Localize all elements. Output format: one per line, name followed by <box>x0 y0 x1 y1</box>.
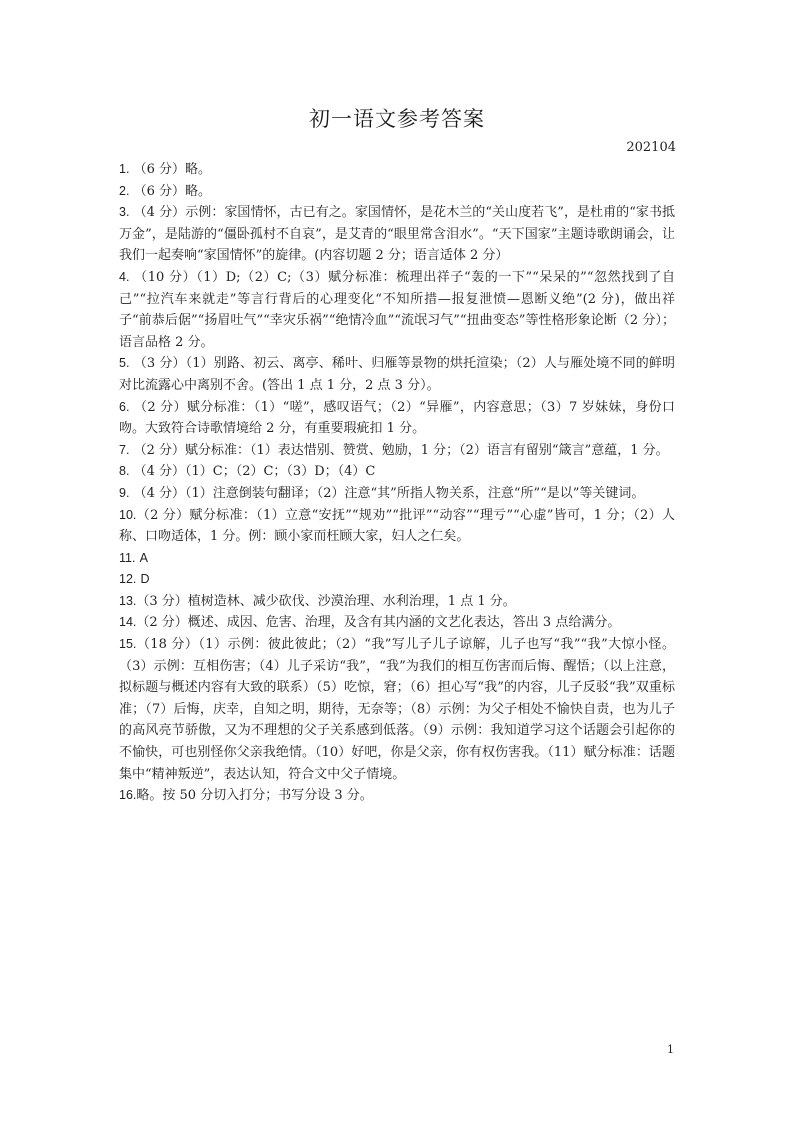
answer-number: 13. <box>119 593 137 608</box>
answer-number: 9. <box>119 485 130 500</box>
answer-text: （2 分）赋分标准：（1）“嗟”，感叹语气；（2）“异雁”，内容意思；（3）7 岁妹妹，身份口吻。大致符合诗歌情境给 2 分，有重要瑕疵扣 1 分。 <box>119 399 675 437</box>
answer-number: 15. <box>119 637 137 652</box>
answer-number: 1. <box>119 162 130 176</box>
answer-item-9 <box>119 483 675 505</box>
answer-text: （2 分）赋分标准：（1）表达惜别、赞赏、勉励，1 分；（2）语言有留别“箴言”意蕴，1 分。 <box>133 442 669 458</box>
answer-item-7 <box>119 440 675 462</box>
answer-text: D <box>140 572 150 587</box>
document-title: 初一语文参考答案 <box>309 107 485 131</box>
answer-text: （4 分）（1）C；（2）C；（3）D；（4）C <box>133 464 376 480</box>
answer-item-12 <box>119 569 675 591</box>
answer-item-13 <box>119 591 675 613</box>
answer-number: 8. <box>119 464 130 479</box>
answer-text: （3 分）植树造林、减少砍伐、沙漠治理、水利治理，1 点 1 分。 <box>136 593 516 609</box>
answer-item-14 <box>119 612 675 634</box>
answer-text: （4 分）示例：家国情怀，古已有之。家国情怀，是花木兰的“关山度若飞”，是杜甫的“家书抵万金”，是陆游的“僵卧孤村不自哀”，是艾青的“眼里常含泪水”。“天下国家”主题诗歌朗诵会，让我们一起奏响“家国情怀”的旋律。(内容切题 2 分；语言适体 2 分） <box>119 205 675 264</box>
answer-item-5 <box>119 353 675 396</box>
answer-item-6 <box>119 397 675 440</box>
answer-text: 略。按 50 分切入打分；书写分设 3 分。 <box>136 788 373 804</box>
answer-item-4 <box>119 267 675 353</box>
answer-text: （4 分）（1）注意倒装句翻译；（2）注意“其”所指人物关系，注意“所”“是以”等关键词。 <box>133 485 645 501</box>
answer-number: 10. <box>119 507 137 522</box>
answer-number: 12. <box>119 572 137 587</box>
answer-number: 4. <box>119 269 130 284</box>
answer-item-15 <box>119 634 675 785</box>
answer-number: 7. <box>119 442 130 457</box>
answer-item-3 <box>119 202 675 267</box>
answer-list <box>119 159 675 807</box>
answer-number: 6. <box>119 399 130 414</box>
answer-text: （2 分）概述、成因、危害、治理，及含有其内涵的文艺化表达，答出 3 点给满分。 <box>136 615 621 631</box>
answer-item-8 <box>119 461 675 483</box>
answer-number: 16. <box>119 788 137 803</box>
answer-text: （10 分）（1）D;（2）C;（3）赋分标准：梳理出祥子“轰的一下”“呆呆的”“忽然找到了自己”“拉汽车来就走”等言行背后的心理变化“不知所措—报复泄愤—恩断义绝”(2 分)，做出祥子“前恭后倨”“扬眉吐气”“幸灾乐祸”“绝情冷血”“流氓习气”“扭曲变态”等性格形象论断（2 分）；语言品格 2 分。 <box>119 269 675 350</box>
answer-number: 5. <box>119 356 130 371</box>
answer-item-2 <box>119 181 675 203</box>
answer-text: （3 分）（1）别路、初云、离亭、稀叶、归雁等景物的烘托渲染；（2）人与雁处境不同的鲜明对比流露心中离别不舍。(答出 1 点 1 分，2 点 3 分）。 <box>119 356 675 393</box>
answer-number: 2. <box>119 183 130 198</box>
answer-item-16 <box>119 785 675 807</box>
answer-text: A <box>139 550 148 565</box>
document-code: 202104 <box>626 140 676 155</box>
answer-text: （2 分）赋分标准：（1）立意“安抚”“规劝”“批评”“动容”“理亏”“心虚”皆可，1 分；（2）人称、口吻适体，1 分。例：顾小家而枉顾大家，妇人之仁矣。 <box>119 507 675 545</box>
answer-item-11 <box>119 548 675 570</box>
answer-item-10 <box>119 505 675 548</box>
answer-number: 14. <box>119 615 137 630</box>
answer-item-1 <box>119 159 675 181</box>
page-number: 1 <box>667 1043 674 1056</box>
answer-text: （18 分）（1）示例：彼此彼此；（2）“我”写儿子儿子谅解，儿子也写“我”“我”大惊小怪。（3）示例：互相伤害；（4）儿子采访“我”，“我”为我们的相互伤害而后悔、醒悟；（以上注意，拟标题与概述内容有大致的联系）（5）吃惊，窘；（6）担心写“我”的内容，儿子反驳“我”双重标准；（7）后悔，庆幸，自知之明，期待，无奈等；（8）示例：为父子相处不愉快自责，也为儿子的高风亮节骄傲，又为不理想的父子关系感到低落。（9）示例：我知道学习这个话题会引起你的不愉快，可也别怪你父亲我绝情。（10）好吧，你是父亲，你有权伤害我。（11）赋分标准：话题集中“精神叛逆”，表达认知，符合文中父子情境。 <box>119 637 675 782</box>
answer-text: （6 分）略。 <box>133 183 211 199</box>
answer-text: （6 分）略。 <box>133 162 211 177</box>
answer-number: 3. <box>119 205 130 220</box>
answer-number: 11. <box>119 550 136 565</box>
